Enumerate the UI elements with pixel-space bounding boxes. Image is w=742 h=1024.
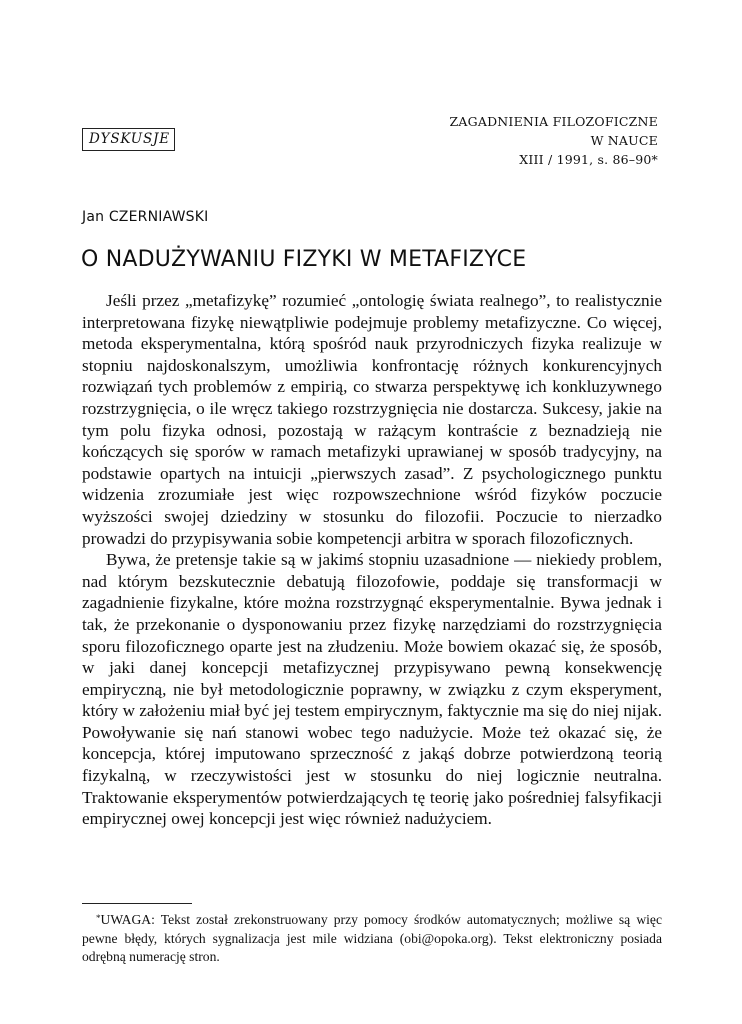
journal-volume-pages: XIII / 1991, s. 86–90* [519, 152, 658, 167]
footnote-divider [82, 903, 192, 904]
article-body [82, 290, 662, 830]
section-label: DYSKUSJE [82, 128, 175, 151]
paragraph: Jeśli przez „metafizykę” rozumieć „ontologię świata realnego”, to realistycznie interpretowana fizykę niewątpliwie podejmuje problemy metafizyczne. Co więcej, metoda eksperymentalna, którą spośród nauk przyrodniczych fizyka realizuje w stopniu najdoskonalszym, umożliwia konfrontację różnych konkurencyjnych rozwiązań tych problemów z empirią, co stwarza perspektywę ich konkluzywnego rozstrzygnięcia, o ile wręcz takiego rozstrzygnięcia nie dostarcza. Sukcesy, jakie na tym polu fizyka odnosi, pozostają w rażącym kontraście z beznadzieją nie kończących się sporów w ramach metafizyki uprawianej w sposób tradycyjny, na podstawie opartych na intuicji „pierwszych zasad”. Z psychologicznego punktu widzenia zrozumiałe jest więc rozpowszechnione wśród fizyków poczucie wyższości swojej dziedziny w stosunku do filozofii. Poczucie to nierzadko prowadzi do przypisywania sobie kompetencji arbitra w sporach filozoficznych. [82, 291, 662, 548]
journal-name: ZAGADNIENIA FILOZOFICZNE [449, 114, 658, 129]
paragraph: Bywa, że pretensje takie są w jakimś stopniu uzasadnione — niekiedy problem, nad którym bezskutecznie debatują filozofowie, poddaje się transformacji w zagadnienie fizykalne, które można rozstrzygnąć eksperymentalnie. Bywa jednak i tak, że przekonanie o dysponowaniu przez fizykę narzędziami do rozstrzygnięcia sporu filozoficznego oparte jest na złudzeniu. Może bowiem okazać się, że sposób, w jaki danej koncepcji metafizycznej przypisywano pewną konsekwencję empiryczną, nie był metodologicznie poprawny, w związku z czym eksperyment, który w założeniu miał być jej testem empirycznym, faktycznie ma się do niej nijak. Powoływanie się nań stanowi wobec tego nadużycie. Może też okazać się, że koncepcja, której imputowano sprzeczność z jakąś dobrze potwierdzoną teorią fizykalną, w rzeczywistości jest w stosunku do niej logicznie neutralna. Traktowanie eksperymentów potwierdzających tę teorię jako pośredniej falsyfikacji empirycznej owej koncepcji jest więc również nadużyciem. [82, 550, 662, 829]
footnote [82, 911, 662, 967]
footnote-marker: * [96, 913, 101, 923]
journal-header [450, 112, 658, 169]
article-title: O NADUŻYWANIU FIZYKI W METAFIZYCE [81, 247, 527, 272]
article-author: Jan CZERNIAWSKI [82, 209, 209, 225]
journal-subtitle: W NAUCE [590, 133, 658, 148]
footnote-text: UWAGA: Tekst został zrekonstruowany przy pomocy środków automatycznych; możliwe są więc pewne błędy, których sygnalizacja jest mile widziana (obi@opoka.org). Tekst elektroniczny posiada odrębną numerację stron. [82, 912, 662, 964]
